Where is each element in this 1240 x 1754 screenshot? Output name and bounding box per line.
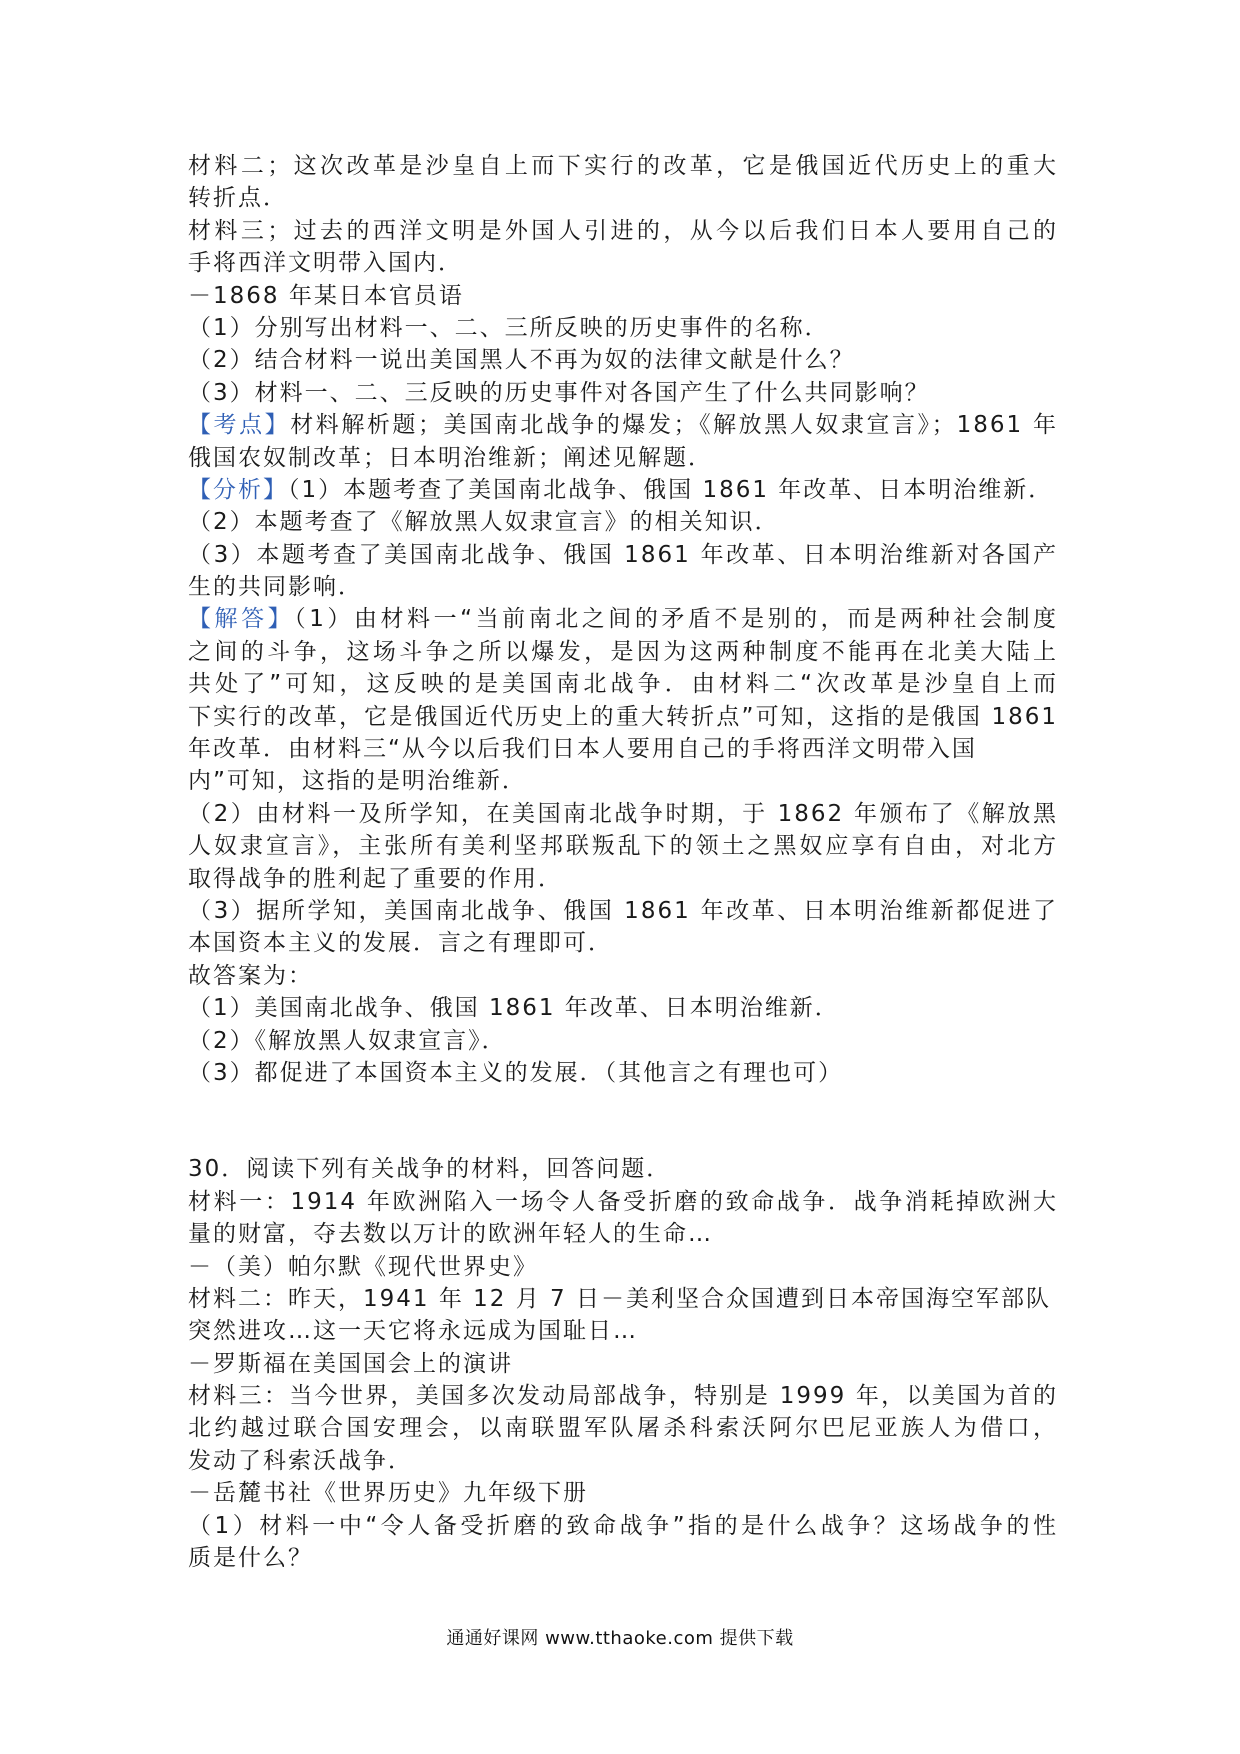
text-line: 材料三；过去的西洋文明是外国人引进的，从今以后我们日本人要用自己的 — [188, 217, 1058, 244]
text-line: 量的财富，夺去数以万计的欧洲年轻人的生命… — [188, 1221, 713, 1248]
text-line: 内”可知，这指的是明治维新． — [188, 768, 527, 795]
text-line: 北约越过联合国安理会，以南联盟军队屠杀科索沃阿尔巴尼亚族人为借口， — [188, 1415, 1058, 1442]
text-line: 下实行的改革，它是俄国近代历史上的重大转折点”可知，这指的是俄国 1861 — [188, 703, 1058, 730]
text-line: （1）材料一中“令人备受折磨的致命战争”指的是什么战争？这场战争的性 — [188, 1512, 1058, 1539]
text-line: 俄国农奴制改革；日本明治维新；阐述见解题． — [188, 444, 713, 471]
text-line: 生的共同影响． — [188, 574, 363, 601]
text-line: 取得战争的胜利起了重要的作用． — [188, 865, 563, 892]
text-line: （1）分别写出材料一、二、三所反映的历史事件的名称． — [188, 314, 830, 341]
kaodian-text: 材料解析题；美国南北战争的爆发；《解放黑人奴隶宣言》；1861 年 — [290, 412, 1058, 439]
text-line: －岳麓书社《世界历史》九年级下册 — [188, 1480, 588, 1507]
text-line: 突然进攻…这一天它将永远成为国耻日… — [188, 1318, 638, 1345]
text-line: 本国资本主义的发展．言之有理即可． — [188, 930, 613, 957]
text-line: （2）结合材料一说出美国黑人不再为奴的法律文献是什么？ — [188, 347, 855, 374]
text-line: 年改革．由材料三“从今以后我们日本人要用自己的手将西洋文明带入国 — [188, 736, 977, 763]
page-footer: 通通好课网 www.tthaoke.com 提供下载 — [446, 1628, 794, 1649]
text-line: －（美）帕尔默《现代世界史》 — [188, 1253, 538, 1280]
text-line: 发动了科索沃战争． — [188, 1447, 413, 1474]
text-line: （3）材料一、二、三反映的历史事件对各国产生了什么共同影响？ — [188, 379, 930, 406]
fenxi-tag: 【分析】 — [188, 476, 288, 503]
page-content — [188, 150, 1058, 1574]
jieda-line — [188, 603, 1058, 635]
text-line: －罗斯福在美国国会上的演讲 — [188, 1350, 513, 1377]
text-line: 材料二：昨天，1941 年 12 月 7 日－美利坚合众国遭到日本帝国海空军部队 — [188, 1285, 1051, 1312]
text-line: －1868 年某日本官员语 — [188, 282, 464, 309]
text-line: 故答案为： — [188, 962, 313, 989]
text-line: （2）《解放黑人奴隶宣言》． — [188, 1027, 507, 1054]
text-line: 质是什么？ — [188, 1545, 313, 1572]
jieda-tag: 【解答】 — [188, 606, 295, 633]
text-line: 共处了”可知，这反映的是美国南北战争．由材料二“次改革是沙皇自上而 — [188, 671, 1058, 698]
text-line: 材料二；这次改革是沙皇自上而下实行的改革，它是俄国近代历史上的重大 — [188, 153, 1058, 179]
kaodian-tag: 【考点】 — [188, 412, 291, 439]
fenxi-text: （1）本题考查了美国南北战争、俄国 1861 年改革、日本明治维新． — [288, 476, 1054, 503]
text-line: 转折点． — [188, 185, 288, 212]
text-line: 材料三：当今世界，美国多次发动局部战争，特别是 1999 年，以美国为首的 — [188, 1383, 1058, 1410]
text-line: 材料一：1914 年欧洲陷入一场令人备受折磨的致命战争．战争消耗掉欧洲大 — [188, 1188, 1058, 1215]
text-line: 手将西洋文明带入国内． — [188, 250, 463, 277]
text-line: 人奴隶宣言》，主张所有美利坚邦联叛乱下的领土之黑奴应享有自由，对北方 — [188, 833, 1058, 860]
text-line: （2）由材料一及所学知，在美国南北战争时期，于 1862 年颁布了《解放黑 — [188, 800, 1058, 827]
text-line: （1）美国南北战争、俄国 1861 年改革、日本明治维新． — [188, 995, 840, 1022]
jieda-text: （1）由材料一“当前南北之间的矛盾不是别的，而是两种社会制度 — [294, 606, 1058, 633]
text-line: （2）本题考查了《解放黑人奴隶宣言》的相关知识． — [188, 509, 780, 536]
text-line: （3）本题考查了美国南北战争、俄国 1861 年改革、日本明治维新对各国产 — [188, 541, 1058, 568]
fenxi-line — [188, 474, 1058, 506]
text-line: （3）都促进了本国资本主义的发展．（其他言之有理也可） — [188, 1059, 844, 1086]
text-line: （3）据所学知，美国南北战争、俄国 1861 年改革、日本明治维新都促进了 — [188, 897, 1058, 924]
section-gap — [188, 1089, 1058, 1153]
question-title: 30．阅读下列有关战争的材料，回答问题． — [188, 1156, 672, 1183]
kaodian-line — [188, 409, 1058, 441]
text-line: 之间的斗争，这场斗争之所以爆发，是因为这两种制度不能再在北美大陆上 — [188, 638, 1058, 665]
